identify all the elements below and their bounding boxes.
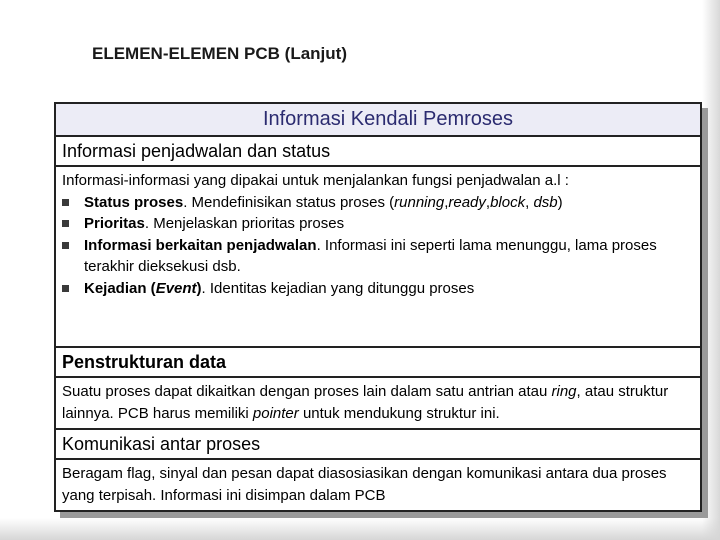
bullet-lead: Informasi berkaitan penjadwalan [84, 236, 317, 254]
section-title-ipc: Komunikasi antar proses [56, 430, 700, 460]
bullet-text: . Informasi ini seperti lama menunggu, lama proses terakhir dieksekusi dsb. [84, 236, 657, 275]
bullet-em: dsb [533, 193, 558, 211]
scheduling-intro: Informasi-informasi yang dipakai untuk menjalankan fungsi penjadwalan a.l : [62, 172, 569, 189]
bullet-em: ready [448, 193, 486, 211]
slide-edge-shadow-bottom [0, 518, 720, 540]
section-body-ipc [56, 460, 700, 509]
bullet-text: . Mendefinisikan status proses ( [183, 193, 395, 211]
section-text: Beragam flag, sinyal dan pesan dapat diasosiasikan dengan komunikasi antara dua proses yang terpisah. Informasi ini disimpan dalam PCB [62, 465, 667, 504]
bullet-lead: Status proses [84, 193, 184, 211]
bullet-lead: ) [196, 279, 202, 297]
bullet-sep: , [525, 193, 534, 211]
section-em: ring [551, 383, 577, 400]
section-title-data-structuring: Penstrukturan data [56, 348, 700, 378]
bullet-sep: , [485, 193, 491, 211]
bullet-lead-em: Event [155, 279, 197, 297]
bullet-em: block [490, 193, 526, 211]
square-bullet-icon [62, 235, 84, 278]
section-body-data-structuring [56, 378, 700, 430]
list-item [62, 213, 694, 235]
bullet-text: . Identitas kejadian yang ditunggu proses [201, 279, 475, 297]
section-title-scheduling: Informasi penjadwalan dan status [56, 137, 700, 167]
list-item [62, 278, 694, 300]
section-text: Suatu proses dapat dikaitkan dengan proses lain dalam satu antrian atau [62, 383, 552, 400]
bullet-lead: Prioritas [84, 215, 145, 232]
square-bullet-icon [62, 213, 84, 235]
bullet-text: ) [557, 193, 563, 211]
section-text: untuk mendukung struktur ini. [298, 404, 500, 422]
section-em: pointer [252, 404, 299, 422]
section-text: , atau struktur lainnya. PCB harus memiliki [62, 383, 669, 422]
bullet-lead: Kejadian ( [84, 279, 156, 297]
bullet-sep: , [444, 193, 449, 211]
square-bullet-icon [62, 192, 84, 214]
bullet-em: running [394, 193, 445, 211]
panel-header: Informasi Kendali Pemroses [56, 104, 700, 137]
page-title: ELEMEN-ELEMEN PCB (Lanjut) [92, 44, 347, 63]
content-panel [54, 102, 702, 512]
bullet-text: . Menjelaskan prioritas proses [144, 215, 345, 232]
square-bullet-icon [62, 278, 84, 300]
list-item [62, 235, 694, 278]
list-item [62, 192, 694, 214]
section-body-scheduling [56, 167, 700, 348]
